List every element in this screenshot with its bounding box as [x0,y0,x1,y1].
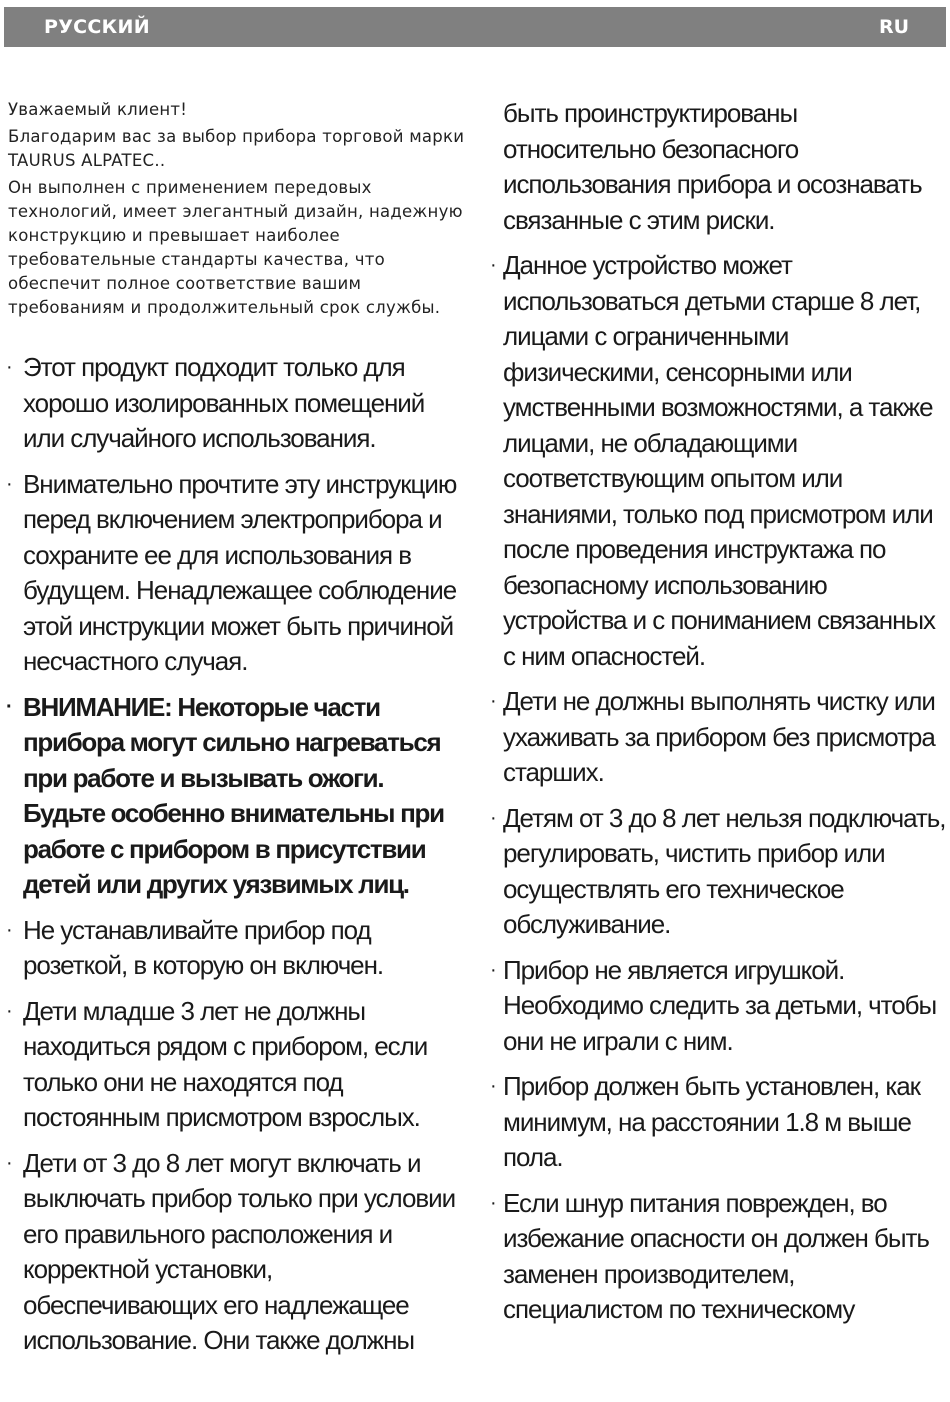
bullet-icon: · [6,695,13,718]
bullet-icon: · [490,690,497,712]
safety-item [6,994,468,1136]
safety-item-text: Если шнур питания поврежден, во избежание опасности он должен быть заменен производителем, специалистом по техническому [503,1187,929,1324]
safety-item-text: Этот продукт подходит только для хорошо изолированных помещений или случайного использования. [23,352,425,453]
language-label: РУССКИЙ [44,16,150,38]
safety-item [490,953,946,1060]
intro-block [6,98,468,320]
language-code: RU [878,16,909,38]
bullet-icon: · [490,806,497,829]
safety-item [6,467,468,680]
safety-item [490,801,946,943]
safety-item [490,1069,946,1176]
safety-item-text: Детям от 3 до 8 лет нельзя подключать, регулировать, чистить прибор или осуществлять его техническое обслуживание. [503,802,946,939]
safety-item-text: Дети от 3 до 8 лет могут включать и выключать прибор только при условии его правильного расположения и корректной установки, обеспечивающих его надлежащее использование. Они также должны [23,1147,456,1355]
safety-item-text: Прибор не является игрушкой. Необходимо следить за детьми, чтобы они не играли с ним. [503,954,937,1056]
warning-item [6,690,468,903]
bullet-icon: · [6,356,13,378]
safety-item-text: Дети младше 3 лет не должны находиться рядом с прибором, если только они не находятся под постоянным присмотром взрослых. [23,995,428,1132]
continued-text: быть проинструктированы относительно безопасного использования прибора и осознавать связанные с этим риски. [503,98,922,235]
safety-item [6,913,468,984]
safety-item-text: Данное устройство может использоваться детьми старше 8 лет, лицами с ограниченными физическими, сенсорными или умственными возможностями, а также лицами, не обладающими соответствующим опытом или знаниями, только под присмотром или после проведения инструктажа по безопасному использованию устройства и с пониманием связанных с ним опасностей. [503,250,935,671]
safety-item-text: Внимательно прочтите эту инструкцию перед включением электроприбора и сохраните ее для использования в будущем. Ненадлежащее соблюдение этой инструкции может быть причиной несчастного случая. [23,468,457,676]
bullet-icon: · [6,1151,13,1174]
bullet-icon: · [6,472,13,495]
safety-item [6,1146,468,1359]
right-column [490,96,946,1338]
safety-item [490,684,946,791]
intro-thanks: Благодарим вас за выбор прибора торговой марки TAURUS ALPATEC.. [8,127,465,170]
safety-item [490,248,946,674]
safety-item-text: Прибор должен быть установлен, как минимум, на расстоянии 1.8 м выше пола. [503,1071,920,1172]
safety-item-text: Дети не должны выполнять чистку или ухаживать за прибором без присмотра старших. [503,686,935,787]
bullet-icon: · [490,958,497,981]
left-column [6,98,468,1369]
intro-description: Он выполнен с применением передовых технологий, имеет элегантный дизайн, надежную конструкцию и превышает наиболее требовательные стандарты качества, что обеспечит полное соответствие вашим требованиям и продолжительный срок службы. [8,178,463,317]
bullet-icon: · [490,1191,497,1214]
bullet-icon: · [6,999,13,1022]
safety-item [6,350,468,457]
bullet-icon: · [6,918,13,941]
bullet-icon: · [490,1075,497,1097]
warning-item-text: ВНИМАНИЕ: Некоторые части прибора могут сильно нагреваться при работе и вызывать ожоги. Будьте особенно внимательны при работе с прибором в присутствии детей или других уязвимых лиц. [23,691,444,899]
intro-greeting: Уважаемый клиент! [8,100,188,119]
bullet-icon: · [490,254,497,276]
safety-item-text: Не устанавливайте прибор под розеткой, в которую он включен. [23,914,384,980]
page-header [4,7,946,47]
safety-item [490,1186,946,1328]
